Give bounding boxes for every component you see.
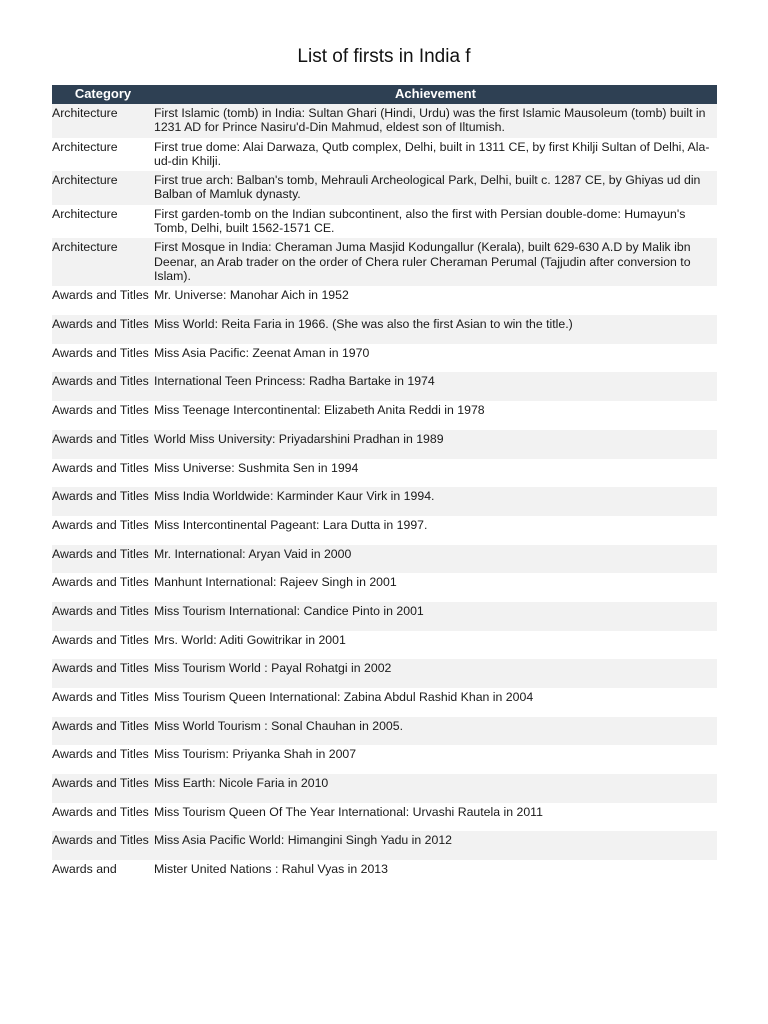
- achievement-cell: Miss Teenage Intercontinental: Elizabeth Anita Reddi in 1978: [154, 403, 485, 418]
- achievement-cell: Miss Asia Pacific World: Himangini Singh Yadu in 2012: [154, 831, 717, 860]
- category-cell: Awards and Titles: [52, 460, 149, 475]
- achievement-cell: World Miss University: Priyadarshini Pradhan in 1989: [154, 430, 717, 459]
- achievement-cell: Miss Tourism Queen International: Zabina Abdul Rashid Khan in 2004: [154, 690, 534, 704]
- category-cell: Awards and Titles: [52, 372, 154, 401]
- achievement-cell: Miss Asia Pacific: Zeenat Aman in 1970: [154, 345, 370, 360]
- category-cell: Awards and Titles: [52, 659, 154, 688]
- page-title: List of firsts in India f: [297, 46, 471, 67]
- achievement-cell: Miss Tourism Queen Of The Year International: Urvashi Rautela in 2011: [154, 804, 543, 819]
- achievement-cell: First true dome: Alai Darwaza, Qutb complex, Delhi, built in 1311 CE, by first Khilji Sultan of Delhi, Ala-ud-din Khilji.: [154, 139, 710, 168]
- category-cell: Architecture: [52, 104, 154, 138]
- column-header-achievement: Achievement: [154, 85, 717, 104]
- achievement-cell: Mr. Universe: Manohar Aich in 1952: [154, 288, 349, 303]
- table-row: [52, 745, 717, 774]
- category-cell: Awards and Titles: [52, 747, 149, 762]
- category-cell: Awards and Titles: [52, 717, 154, 746]
- table-body: [52, 104, 717, 880]
- table-row: [52, 459, 717, 488]
- category-cell: Awards and Titles: [52, 690, 149, 704]
- category-cell: Awards and Titles: [52, 575, 149, 590]
- achievement-cell: Miss Universe: Sushmita Sen in 1994: [154, 460, 359, 475]
- category-cell: Architecture: [52, 206, 118, 221]
- category-cell: Awards and Titles: [52, 602, 154, 631]
- achievement-cell: Miss Intercontinental Pageant: Lara Dutta in 1997.: [154, 517, 428, 532]
- achievement-cell: Miss World: Reita Faria in 1966. (She was also the first Asian to win the title.): [154, 315, 717, 344]
- column-header-category: Category: [52, 85, 154, 104]
- achievement-cell: Miss World Tourism : Sonal Chauhan in 2005.: [154, 717, 717, 746]
- table-row: [52, 205, 717, 239]
- table-row: [52, 344, 717, 373]
- table-row: [52, 831, 717, 860]
- category-cell: Awards and Titles: [52, 430, 154, 459]
- category-cell: Awards and Titles: [52, 403, 149, 418]
- firsts-table: [52, 85, 717, 880]
- table-row: [52, 516, 717, 545]
- achievement-cell: First Islamic (tomb) in India: Sultan Ghari (Hindi, Urdu) was the first Islamic Mausoleum (tomb) built in 1231 AD for Prince Nasiru'd-Din Mahmud, eldest son of Iltumish.: [154, 104, 717, 138]
- category-cell: Awards and Titles: [52, 487, 154, 516]
- achievement-cell: Mrs. World: Aditi Gowitrikar in 2001: [154, 632, 346, 647]
- table-row: [52, 631, 717, 660]
- achievement-cell: First Mosque in India: Cheraman Juma Masjid Kodungallur (Kerala), built 629-630 A.D by Malik ibn Deenar, an Arab trader on the order of Chera ruler Cheraman Perumal (Tajjudin after conversion to Islam).: [154, 238, 717, 286]
- category-cell: Awards and Titles: [52, 288, 149, 303]
- achievement-cell: Mr. International: Aryan Vaid in 2000: [154, 545, 717, 574]
- category-cell: Architecture: [52, 238, 154, 286]
- achievement-cell: Manhunt International: Rajeev Singh in 2001: [154, 575, 397, 590]
- category-cell: Awards and Titles: [52, 545, 154, 574]
- category-cell: Awards and Titles: [52, 831, 154, 860]
- achievement-cell: Miss India Worldwide: Karminder Kaur Virk in 1994.: [154, 487, 717, 516]
- table-row: [52, 803, 717, 832]
- table-row: [52, 104, 717, 138]
- table-row: [52, 688, 717, 717]
- table-row: [52, 171, 717, 205]
- category-cell: Awards and: [52, 862, 117, 877]
- table-row: [52, 487, 717, 516]
- achievement-cell: Miss Tourism World : Payal Rohatgi in 2002: [154, 659, 717, 688]
- achievement-cell: Miss Earth: Nicole Faria in 2010: [154, 774, 717, 803]
- table-row: [52, 315, 717, 344]
- category-cell: Awards and Titles: [52, 774, 154, 803]
- table-row: [52, 659, 717, 688]
- table-row: [52, 238, 717, 286]
- achievement-cell: Miss Tourism International: Candice Pinto in 2001: [154, 602, 717, 631]
- achievement-cell: International Teen Princess: Radha Bartake in 1974: [154, 372, 717, 401]
- table-row: [52, 774, 717, 803]
- achievement-cell: Mister United Nations : Rahul Vyas in 2013: [154, 862, 388, 877]
- category-cell: Awards and Titles: [52, 804, 149, 819]
- table-header-row: [52, 85, 717, 104]
- table-row: [52, 545, 717, 574]
- table-row: [52, 860, 717, 880]
- category-cell: Awards and Titles: [52, 632, 149, 647]
- category-cell: Architecture: [52, 171, 154, 205]
- table-row: [52, 717, 717, 746]
- table-row: [52, 573, 717, 602]
- table-row: [52, 372, 717, 401]
- category-cell: Awards and Titles: [52, 517, 149, 532]
- category-cell: Architecture: [52, 139, 118, 154]
- achievement-cell: First true arch: Balban's tomb, Mehrauli Archeological Park, Delhi, built c. 1287 CE, by Ghiyas ud din Balban of Mamluk dynasty.: [154, 171, 717, 205]
- table-row: [52, 286, 717, 315]
- table-row: [52, 602, 717, 631]
- table-row: [52, 138, 717, 172]
- category-cell: Awards and Titles: [52, 315, 154, 344]
- table-row: [52, 430, 717, 459]
- achievement-cell: First garden-tomb on the Indian subcontinent, also the first with Persian double-dome: Humayun's Tomb, Delhi, built 1562-1571 CE.: [154, 206, 686, 236]
- achievement-cell: Miss Tourism: Priyanka Shah in 2007: [154, 747, 357, 762]
- category-cell: Awards and Titles: [52, 345, 149, 360]
- table-row: [52, 401, 717, 430]
